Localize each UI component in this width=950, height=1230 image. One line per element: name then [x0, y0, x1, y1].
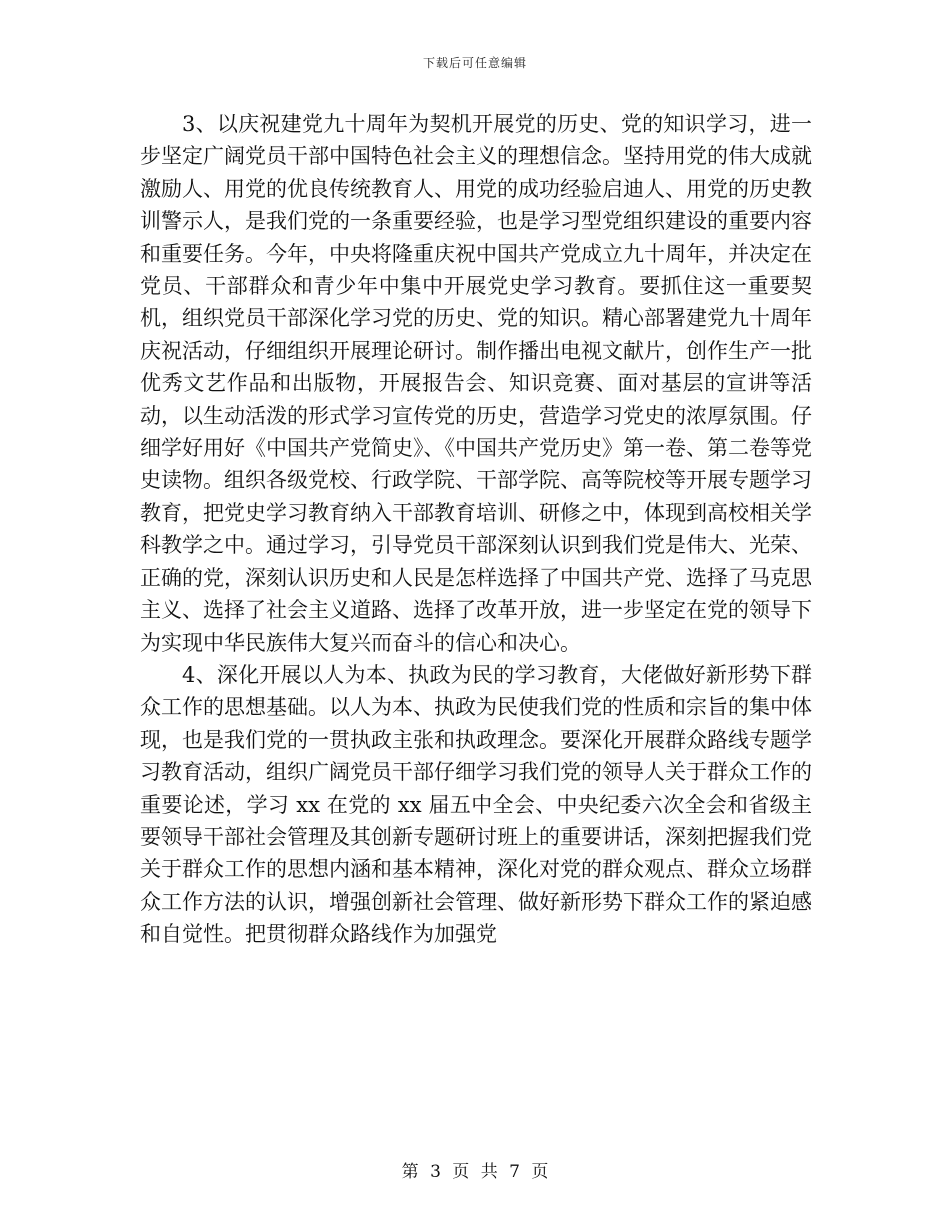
page-header: 下载后可任意编辑	[422, 56, 527, 70]
paragraph-3: 3、以庆祝建党九十周年为契机开展党的历史、党的知识学习，进一步坚定广阔党员干部中国特色社会主义的理想信念。坚持用党的伟大成就激励人、用党的优良传统教育人、用党的成功经验启迪人、用党的历史教训警示人，是我们党的一条重要经验，也是学习型党组织建设的重要内容和重要任务。今年，中央将隆重庆祝中国共产党成立九十周年，并决定在党员、干部群众和青少年中集中开展党史学习教育。要抓住这一重要契机，组织党员干部深化学习党的历史、党的知识。精心部署建党九十周年庆祝活动，仔细组织开展理论研讨。制作播出电视文献片，创作生产一批优秀文艺作品和出版物，开展报告会、知识竞赛、面对基层的宣讲等活动，以生动活泼的形式学习宣传党的历史，营造学习党史的浓厚氛围。仔细学好用好《中国共产党简史》、《中国共产党历史》第一卷、第二卷等党史读物。组织各级党校、行政学院、干部学院、高等院校等开展专题学习教育，把党史学习教育纳入干部教育培训、研修之中，体现到高校相关学科教学之中。通过学习，引导党员干部深刻认识到我们党是伟大、光荣、正确的党，深刻认识历史和人民是怎样选择了中国共产党、选择了马克思主义、选择了社会主义道路、选择了改革开放，进一步坚定在党的领导下为实现中华民族伟大复兴而奋斗的信心和决心。	[140, 112, 812, 655]
document-body	[140, 108, 812, 951]
page-number-footer: 第 3 页 共 7 页	[401, 1162, 549, 1182]
paragraph-4: 4、深化开展以人为本、执政为民的学习教育，大佬做好新形势下群众工作的思想基础。以人为本、执政为民使我们党的性质和宗旨的集中体现，也是我们党的一贯执政主张和执政理念。要深化开展群众路线专题学习教育活动，组织广阔党员干部仔细学习我们党的领导人关于群众工作的重要论述，学习 xx 在党的 xx 届五中全会、中央纪委六次全会和省级主要领导干部社会管理及其创新专题研讨班上的重要讲话，深刻把握我们党关于群众工作的思想内涵和基本精神，深化对党的群众观点、群众立场群众工作方法的认识，增强创新社会管理、做好新形势下群众工作的紧迫感和自觉性。把贯彻群众路线作为加强党	[140, 662, 812, 947]
